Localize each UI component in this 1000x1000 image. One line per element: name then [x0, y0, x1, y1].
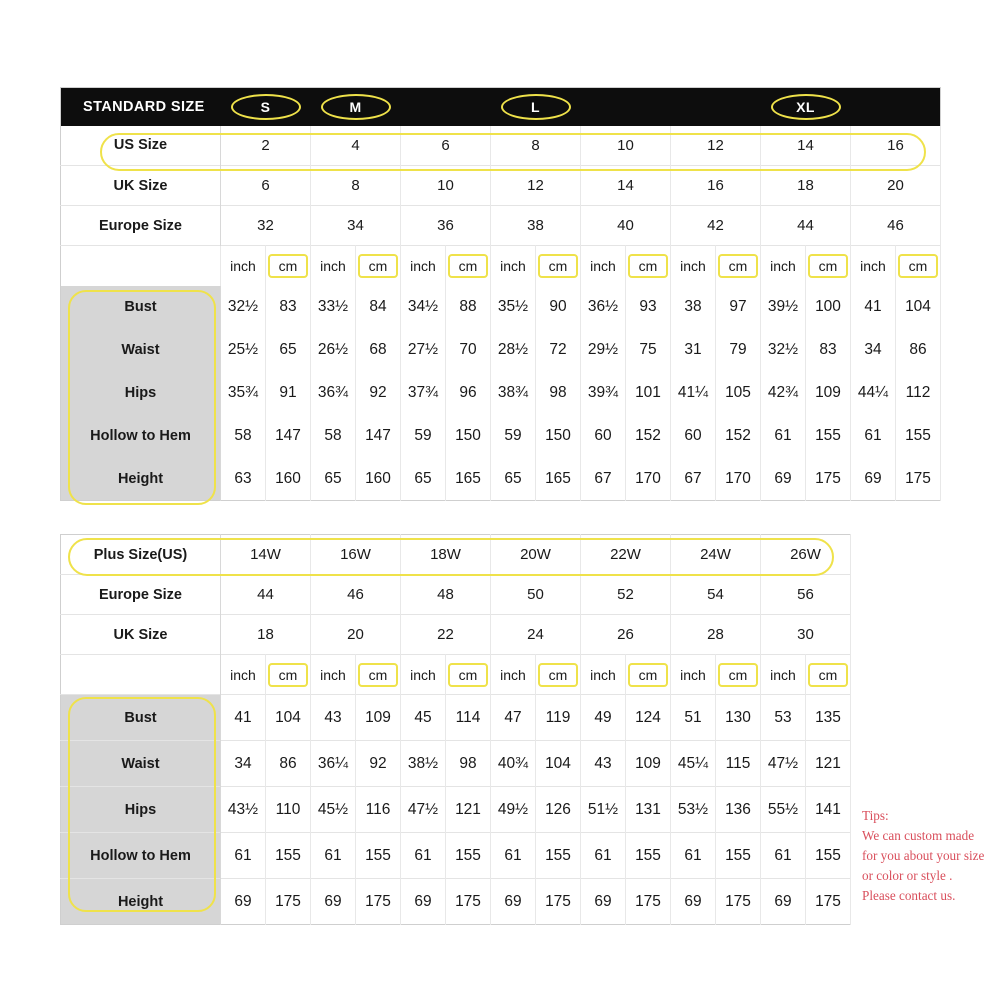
cell: 22W [581, 535, 671, 575]
row-label-units [61, 246, 221, 286]
cell: 58 [311, 415, 356, 458]
cell: 141 [806, 787, 851, 833]
cell: 33½ [311, 286, 356, 329]
size-pill-xl-cell [761, 88, 851, 126]
cell: 104 [536, 741, 581, 787]
cell: 26W [761, 535, 851, 575]
cell: 109 [626, 741, 671, 787]
cell: 60 [581, 415, 626, 458]
cell: 47½ [761, 741, 806, 787]
cell: 4 [311, 126, 401, 166]
cell: 175 [356, 879, 401, 925]
cell: 61 [401, 833, 446, 879]
size-pill-s: S [231, 94, 301, 120]
cell: 175 [266, 879, 311, 925]
cell: 51½ [581, 787, 626, 833]
cell: 160 [266, 458, 311, 501]
cell: 40¾ [491, 741, 536, 787]
unit-inch: inch [401, 655, 446, 695]
tips-line-3: for you about your size [862, 848, 985, 863]
cell: 32½ [221, 286, 266, 329]
plus-size-table [60, 534, 851, 925]
unit-cm-cell [536, 246, 581, 286]
cell: 86 [896, 329, 941, 372]
cell: 58 [221, 415, 266, 458]
cell: 14 [761, 126, 851, 166]
cell: 61 [491, 833, 536, 879]
unit-cm-cell [266, 655, 311, 695]
cell: 92 [356, 741, 401, 787]
cell: 22 [401, 615, 491, 655]
cell: 160 [356, 458, 401, 501]
cell: 83 [266, 286, 311, 329]
cell: 42 [671, 206, 761, 246]
tips-line-5: Please contact us. [862, 888, 956, 903]
cell: 61 [581, 833, 626, 879]
cell: 20W [491, 535, 581, 575]
unit-cm: cm [268, 254, 309, 278]
cell: 44¼ [851, 372, 896, 415]
cell: 155 [896, 415, 941, 458]
row-label-us-size: US Size [61, 126, 221, 166]
cell: 155 [536, 833, 581, 879]
cell: 105 [716, 372, 761, 415]
row-label-waist: Waist [61, 329, 221, 372]
cell: 20 [311, 615, 401, 655]
cell: 83 [806, 329, 851, 372]
cell: 12 [671, 126, 761, 166]
table-row-bust [61, 286, 941, 329]
cell: 86 [266, 741, 311, 787]
cell: 38 [491, 206, 581, 246]
cell: 16W [311, 535, 401, 575]
cell: 8 [491, 126, 581, 166]
cell: 72 [536, 329, 581, 372]
tips-line-2: We can custom made [862, 828, 975, 843]
table-row-waist [61, 329, 941, 372]
cell: 38¾ [491, 372, 536, 415]
unit-cm-cell [626, 655, 671, 695]
cell: 59 [491, 415, 536, 458]
table-row-plus-hips [61, 787, 851, 833]
cell: 155 [806, 415, 851, 458]
cell: 18 [761, 166, 851, 206]
table-row-uk-size [61, 166, 941, 206]
table-row-plus-europe-size [61, 575, 851, 615]
cell: 112 [896, 372, 941, 415]
cell: 79 [716, 329, 761, 372]
cell: 45¼ [671, 741, 716, 787]
cell: 69 [491, 879, 536, 925]
cell: 97 [716, 286, 761, 329]
table-row-plus-size-us [61, 535, 851, 575]
cell: 61 [761, 833, 806, 879]
cell: 6 [221, 166, 311, 206]
cell: 121 [446, 787, 491, 833]
cell: 155 [806, 833, 851, 879]
cell: 98 [536, 372, 581, 415]
unit-cm: cm [448, 663, 489, 687]
cell: 109 [806, 372, 851, 415]
unit-cm-cell [446, 655, 491, 695]
cell: 115 [716, 741, 761, 787]
cell: 26½ [311, 329, 356, 372]
cell: 43½ [221, 787, 266, 833]
cell: 36 [401, 206, 491, 246]
cell: 136 [716, 787, 761, 833]
cell: 67 [671, 458, 716, 501]
cell: 56 [761, 575, 851, 615]
cell: 24 [491, 615, 581, 655]
cell: 20 [851, 166, 941, 206]
unit-inch: inch [581, 246, 626, 286]
cell: 47½ [401, 787, 446, 833]
row-label-europe-size: Europe Size [61, 206, 221, 246]
cell: 30 [761, 615, 851, 655]
cell: 152 [626, 415, 671, 458]
cell: 61 [311, 833, 356, 879]
unit-cm: cm [718, 663, 759, 687]
cell: 50 [491, 575, 581, 615]
cell: 32½ [761, 329, 806, 372]
cell: 175 [806, 458, 851, 501]
cell: 59 [401, 415, 446, 458]
standard-size-table [60, 87, 941, 501]
cell: 93 [626, 286, 671, 329]
cell: 55½ [761, 787, 806, 833]
cell: 42¾ [761, 372, 806, 415]
cell: 63 [221, 458, 266, 501]
cell: 68 [356, 329, 401, 372]
unit-inch: inch [221, 246, 266, 286]
cell: 61 [851, 415, 896, 458]
cell: 41¼ [671, 372, 716, 415]
cell: 100 [806, 286, 851, 329]
cell: 14 [581, 166, 671, 206]
cell: 69 [761, 879, 806, 925]
unit-cm-cell [266, 246, 311, 286]
row-label-uk-size: UK Size [61, 166, 221, 206]
cell: 52 [581, 575, 671, 615]
cell: 116 [356, 787, 401, 833]
unit-inch: inch [761, 655, 806, 695]
cell: 38 [671, 286, 716, 329]
cell: 51 [671, 695, 716, 741]
cell: 170 [716, 458, 761, 501]
unit-cm-cell [356, 246, 401, 286]
cell: 147 [266, 415, 311, 458]
row-label-bust: Bust [61, 286, 221, 329]
cell: 75 [626, 329, 671, 372]
table-row-plus-units [61, 655, 851, 695]
cell: 150 [446, 415, 491, 458]
standard-header-row [61, 88, 941, 126]
cell: 6 [401, 126, 491, 166]
cell: 54 [671, 575, 761, 615]
cell: 44 [761, 206, 851, 246]
row-label-plus-height: Height [61, 879, 221, 925]
cell: 39¾ [581, 372, 626, 415]
cell: 14W [221, 535, 311, 575]
cell: 155 [716, 833, 761, 879]
cell: 41 [221, 695, 266, 741]
cell: 65 [491, 458, 536, 501]
unit-cm-cell [536, 655, 581, 695]
cell: 155 [626, 833, 671, 879]
unit-inch: inch [491, 655, 536, 695]
cell: 69 [671, 879, 716, 925]
cell: 175 [536, 879, 581, 925]
cell: 69 [401, 879, 446, 925]
cell: 24W [671, 535, 761, 575]
cell: 28 [671, 615, 761, 655]
unit-inch: inch [851, 246, 896, 286]
cell: 65 [401, 458, 446, 501]
cell: 98 [446, 741, 491, 787]
unit-cm: cm [808, 254, 849, 278]
table-row-plus-height [61, 879, 851, 925]
cell: 92 [356, 372, 401, 415]
unit-cm: cm [268, 663, 309, 687]
cell: 16 [851, 126, 941, 166]
cell: 130 [716, 695, 761, 741]
cell: 155 [266, 833, 311, 879]
cell: 53 [761, 695, 806, 741]
cell: 10 [401, 166, 491, 206]
table-row-us-size [61, 126, 941, 166]
cell: 155 [356, 833, 401, 879]
unit-cm-cell [806, 655, 851, 695]
cell: 91 [266, 372, 311, 415]
unit-inch: inch [491, 246, 536, 286]
cell: 25½ [221, 329, 266, 372]
row-label-plus-waist: Waist [61, 741, 221, 787]
cell: 34 [851, 329, 896, 372]
cell: 10 [581, 126, 671, 166]
cell: 114 [446, 695, 491, 741]
cell: 69 [311, 879, 356, 925]
unit-inch: inch [671, 246, 716, 286]
table-row-hollow-to-hem [61, 415, 941, 458]
unit-cm: cm [808, 663, 849, 687]
cell: 61 [761, 415, 806, 458]
tips-note [862, 806, 1000, 906]
unit-cm: cm [448, 254, 489, 278]
row-label-plus-size-us: Plus Size(US) [61, 535, 221, 575]
cell: 18W [401, 535, 491, 575]
table-row-height [61, 458, 941, 501]
cell: 44 [221, 575, 311, 615]
unit-cm: cm [538, 254, 579, 278]
cell: 84 [356, 286, 401, 329]
size-pill-xl: XL [771, 94, 841, 120]
cell: 165 [446, 458, 491, 501]
cell: 96 [446, 372, 491, 415]
table-row-plus-bust [61, 695, 851, 741]
size-pill-l-cell [491, 88, 581, 126]
cell: 45½ [311, 787, 356, 833]
cell: 40 [581, 206, 671, 246]
cell: 27½ [401, 329, 446, 372]
unit-inch: inch [311, 655, 356, 695]
cell: 121 [806, 741, 851, 787]
cell: 12 [491, 166, 581, 206]
cell: 61 [221, 833, 266, 879]
unit-cm-cell [446, 246, 491, 286]
cell: 45 [401, 695, 446, 741]
tips-line-4: or color or style . [862, 868, 953, 883]
cell: 36¼ [311, 741, 356, 787]
cell: 175 [896, 458, 941, 501]
cell: 67 [581, 458, 626, 501]
tips-line-1: Tips: [862, 808, 889, 823]
cell: 135 [806, 695, 851, 741]
cell: 147 [356, 415, 401, 458]
table-row-plus-waist [61, 741, 851, 787]
cell: 34½ [401, 286, 446, 329]
unit-cm: cm [358, 663, 399, 687]
cell: 175 [626, 879, 671, 925]
cell: 101 [626, 372, 671, 415]
cell: 53½ [671, 787, 716, 833]
row-label-hips: Hips [61, 372, 221, 415]
cell: 65 [311, 458, 356, 501]
cell: 60 [671, 415, 716, 458]
cell: 175 [806, 879, 851, 925]
table-row-plus-hollow-to-hem [61, 833, 851, 879]
unit-cm: cm [898, 254, 939, 278]
cell: 155 [446, 833, 491, 879]
unit-inch: inch [671, 655, 716, 695]
cell: 88 [446, 286, 491, 329]
cell: 41 [851, 286, 896, 329]
standard-title: STANDARD SIZE [83, 98, 205, 115]
size-pill-m: M [321, 94, 391, 120]
unit-cm: cm [628, 254, 669, 278]
cell: 34 [221, 741, 266, 787]
row-label-plus-uk-size: UK Size [61, 615, 221, 655]
unit-cm-cell [896, 246, 941, 286]
cell: 104 [266, 695, 311, 741]
row-label-height: Height [61, 458, 221, 501]
cell: 152 [716, 415, 761, 458]
unit-cm-cell [716, 655, 761, 695]
unit-cm-cell [716, 246, 761, 286]
size-pill-s-cell [221, 88, 311, 126]
cell: 49 [581, 695, 626, 741]
cell: 32 [221, 206, 311, 246]
cell: 69 [221, 879, 266, 925]
cell: 109 [356, 695, 401, 741]
cell: 28½ [491, 329, 536, 372]
table-row-europe-size [61, 206, 941, 246]
cell: 124 [626, 695, 671, 741]
cell: 70 [446, 329, 491, 372]
cell: 39½ [761, 286, 806, 329]
cell: 131 [626, 787, 671, 833]
cell: 69 [581, 879, 626, 925]
table-row-plus-uk-size [61, 615, 851, 655]
table-row-hips [61, 372, 941, 415]
unit-cm-cell [356, 655, 401, 695]
cell: 36½ [581, 286, 626, 329]
cell: 46 [851, 206, 941, 246]
row-label-plus-hollow-to-hem: Hollow to Hem [61, 833, 221, 879]
row-label-plus-bust: Bust [61, 695, 221, 741]
row-label-plus-europe-size: Europe Size [61, 575, 221, 615]
cell: 150 [536, 415, 581, 458]
unit-cm: cm [358, 254, 399, 278]
size-pill-m-cell [311, 88, 401, 126]
cell: 165 [536, 458, 581, 501]
cell: 37¾ [401, 372, 446, 415]
cell: 35½ [491, 286, 536, 329]
unit-inch: inch [401, 246, 446, 286]
cell: 126 [536, 787, 581, 833]
cell: 119 [536, 695, 581, 741]
cell: 69 [851, 458, 896, 501]
cell: 43 [311, 695, 356, 741]
cell: 2 [221, 126, 311, 166]
cell: 48 [401, 575, 491, 615]
cell: 61 [671, 833, 716, 879]
unit-inch: inch [311, 246, 356, 286]
cell: 35¾ [221, 372, 266, 415]
cell: 90 [536, 286, 581, 329]
cell: 49½ [491, 787, 536, 833]
cell: 36¾ [311, 372, 356, 415]
cell: 31 [671, 329, 716, 372]
cell: 104 [896, 286, 941, 329]
unit-cm: cm [718, 254, 759, 278]
cell: 26 [581, 615, 671, 655]
cell: 65 [266, 329, 311, 372]
cell: 34 [311, 206, 401, 246]
size-pill-l: L [501, 94, 571, 120]
row-label-hollow-to-hem: Hollow to Hem [61, 415, 221, 458]
cell: 47 [491, 695, 536, 741]
cell: 46 [311, 575, 401, 615]
unit-inch: inch [761, 246, 806, 286]
cell: 110 [266, 787, 311, 833]
cell: 69 [761, 458, 806, 501]
row-label-plus-hips: Hips [61, 787, 221, 833]
cell: 18 [221, 615, 311, 655]
cell: 170 [626, 458, 671, 501]
table-row-units [61, 246, 941, 286]
cell: 43 [581, 741, 626, 787]
unit-cm: cm [628, 663, 669, 687]
cell: 175 [446, 879, 491, 925]
cell: 175 [716, 879, 761, 925]
cell: 16 [671, 166, 761, 206]
unit-inch: inch [581, 655, 626, 695]
cell: 29½ [581, 329, 626, 372]
unit-cm-cell [626, 246, 671, 286]
cell: 38½ [401, 741, 446, 787]
unit-cm: cm [538, 663, 579, 687]
row-label-plus-units [61, 655, 221, 695]
unit-cm-cell [806, 246, 851, 286]
unit-inch: inch [221, 655, 266, 695]
cell: 8 [311, 166, 401, 206]
